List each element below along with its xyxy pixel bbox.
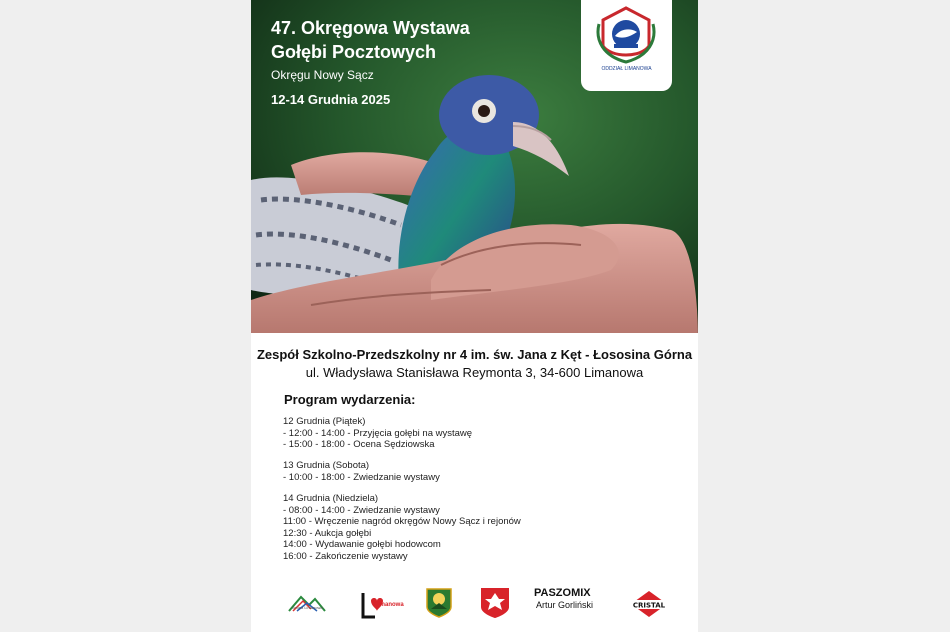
- program-day-2: [283, 460, 440, 483]
- day-header: 14 Grudnia (Niedziela): [283, 493, 379, 504]
- coat-of-arms-icon: [480, 583, 510, 623]
- venue-address: ul. Władysława Stanisława Reymonta 3, 34-600 Limanowa: [305, 365, 644, 380]
- day-header: 13 Grudnia (Sobota): [283, 460, 370, 471]
- event-poster: [251, 0, 698, 632]
- gmina-limanowa-logo-icon: [287, 584, 327, 624]
- paszomix-logo-text: PASZOMIX: [534, 587, 591, 599]
- program-item: - 12:00 - 14:00 - Przyjęcia gołębi na wystawę: [283, 427, 473, 439]
- organization-logo: [581, 0, 672, 91]
- limanowa-label: Limanowa: [374, 602, 404, 608]
- paszomix-owner-text: Artur Gorliński: [536, 600, 594, 610]
- regional-crest-icon: [425, 583, 453, 623]
- pzhgp-emblem-icon: [581, 0, 672, 70]
- day-header: 12 Grudnia (Piątek): [283, 416, 366, 427]
- poster-dates: 12-14 Grudnia 2025: [271, 92, 391, 107]
- program-item: 12:30 - Aukcja gołębi: [283, 527, 372, 539]
- program-item: - 10:00 - 18:00 - Zwiedzanie wystawy: [283, 471, 440, 483]
- logo-caption: ODDZIAŁ LIMANOWA: [601, 66, 652, 72]
- program-item: - 15:00 - 18:00 - Ocena Sędziowska: [283, 439, 435, 451]
- program-day-3: [283, 493, 521, 563]
- venue-name: Zespół Szkolno-Przedszkolny nr 4 im. św. Jana z Kęt - Łososina Górna: [256, 347, 693, 362]
- poster-title-line1: 47. Okręgowa Wystawa: [271, 18, 470, 38]
- poster-title-line2: Gołębi Pocztowych: [271, 42, 437, 62]
- program-day-1: [283, 416, 472, 451]
- program-title: Program wydarzenia:: [284, 392, 416, 407]
- program-item: 16:00 - Zakończenie wystawy: [283, 550, 408, 562]
- program-item: 14:00 - Wydawanie gołębi hodowcom: [283, 539, 441, 551]
- gmina-limanowa-label: Gmina Limanowa: [291, 605, 323, 610]
- hero-image: [251, 0, 698, 333]
- cristal-label: CRISTAL: [632, 601, 666, 610]
- cristal-logo-icon: [629, 584, 669, 624]
- program-item: 11:00 - Wręczenie nagród okręgów Nowy Sącz i rejonów: [283, 516, 521, 528]
- program-item: - 08:00 - 14:00 - Zwiedzanie wystawy: [283, 504, 440, 516]
- poster-region: Okręgu Nowy Sącz: [271, 68, 374, 82]
